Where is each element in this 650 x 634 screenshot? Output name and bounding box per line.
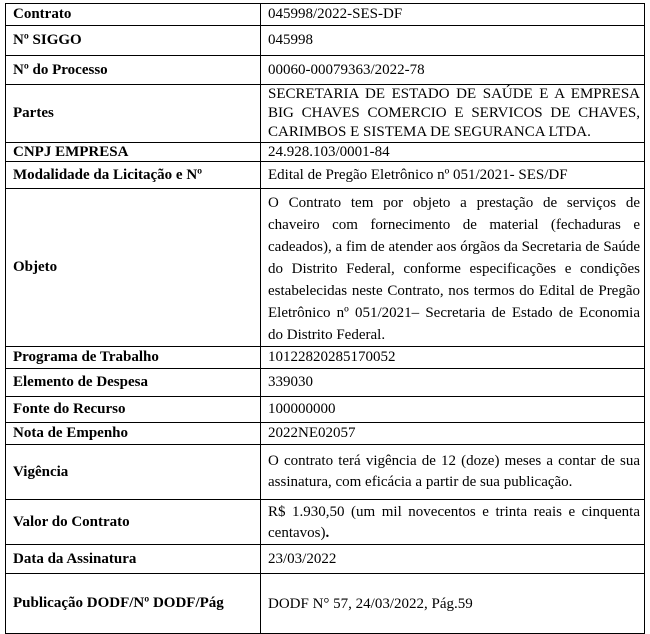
row-contrato <box>6 4 645 26</box>
value-elemento: 339030 <box>261 369 645 397</box>
label-publicacao: Publicação DODF/Nº DODF/Pág <box>6 574 261 634</box>
row-vigencia <box>6 445 645 500</box>
row-siggo <box>6 26 645 56</box>
value-partes: SECRETARIA DE ESTADO DE SAÚDE E A EMPRESA BIG CHAVES COMERCIO E SERVICOS DE CHAVES, CARIMBOS E SISTEMA DE SEGURANCA LTDA. <box>261 85 645 143</box>
label-programa: Programa de Trabalho <box>6 347 261 369</box>
row-elemento <box>6 369 645 397</box>
value-processo: 00060-00079363/2022-78 <box>261 56 645 85</box>
row-processo <box>6 56 645 85</box>
row-cnpj <box>6 143 645 162</box>
label-partes: Partes <box>6 85 261 143</box>
label-empenho: Nota de Empenho <box>6 423 261 445</box>
value-cnpj: 24.928.103/0001-84 <box>261 143 645 162</box>
label-objeto: Objeto <box>6 189 261 347</box>
row-publicacao <box>6 574 645 634</box>
row-objeto <box>6 189 645 347</box>
label-cnpj: CNPJ EMPRESA <box>6 143 261 162</box>
row-partes <box>6 85 645 143</box>
value-fonte: 100000000 <box>261 397 645 423</box>
value-publicacao: DODF N° 57, 24/03/2022, Pág.59 <box>261 574 645 634</box>
value-objeto: O Contrato tem por objeto a prestação de serviços de chaveiro com fornecimento de material (fechaduras e cadeados), a fim de atender aos órgãos da Secretaria de Saúde do Distrito Federal, conforme especificações e condições estabelecidas neste Contrato, nos termos do Edital de Pregão Eletrônico nº 051/2021– Secretaria de Estado de Economia do Distrito Federal. <box>261 189 645 347</box>
value-valor <box>261 500 645 545</box>
value-valor-text: R$ 1.930,50 (um mil novecentos e trinta reais e cinquenta centavos) <box>268 504 640 541</box>
row-programa <box>6 347 645 369</box>
row-empenho <box>6 423 645 445</box>
label-valor: Valor do Contrato <box>6 500 261 545</box>
label-modalidade: Modalidade da Licitação e Nº <box>6 162 261 189</box>
value-valor-period: . <box>325 525 330 541</box>
value-data-assinatura: 23/03/2022 <box>261 545 645 574</box>
row-valor <box>6 500 645 545</box>
label-elemento: Elemento de Despesa <box>6 369 261 397</box>
value-modalidade: Edital de Pregão Eletrônico nº 051/2021- SES/DF <box>261 162 645 189</box>
label-processo: Nº do Processo <box>6 56 261 85</box>
label-fonte: Fonte do Recurso <box>6 397 261 423</box>
contract-summary-table <box>5 3 645 634</box>
value-siggo: 045998 <box>261 26 645 56</box>
label-contrato: Contrato <box>6 4 261 26</box>
value-programa: 10122820285170052 <box>261 347 645 369</box>
value-contrato: 045998/2022-SES-DF <box>261 4 645 26</box>
row-data-assinatura <box>6 545 645 574</box>
label-data-assinatura: Data da Assinatura <box>6 545 261 574</box>
value-vigencia: O contrato terá vigência de 12 (doze) meses a contar de sua assinatura, com eficácia a partir de sua publicação. <box>261 445 645 500</box>
row-modalidade <box>6 162 645 189</box>
label-vigencia: Vigência <box>6 445 261 500</box>
label-siggo: Nº SIGGO <box>6 26 261 56</box>
value-empenho: 2022NE02057 <box>261 423 645 445</box>
row-fonte <box>6 397 645 423</box>
